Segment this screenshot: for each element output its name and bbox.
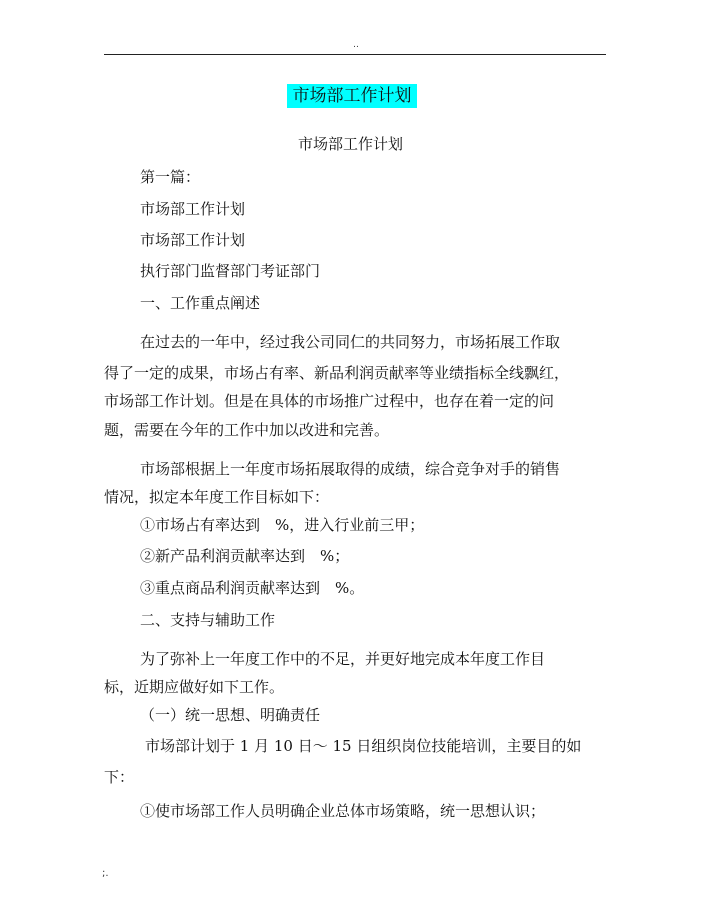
goal-item: ①市场占有率达到 %，进入行业前三甲； — [140, 516, 425, 534]
document-subtitle: 市场部工作计划 — [298, 135, 404, 153]
text-line: 市场部工作计划 — [140, 231, 246, 249]
paragraph-line: 为了弥补上一年度工作中的不足，并更好地完成本年度工作目 — [140, 650, 546, 668]
paragraph-line: ①使市场部工作人员明确企业总体市场策略，统一思想认识； — [140, 802, 546, 820]
subsection-heading: （一）统一思想、明确责任 — [140, 706, 321, 724]
paragraph-line: 市场部根据上一年度市场拓展取得的成绩，综合竞争对手的销售 — [140, 460, 561, 478]
paragraph-line: 市场部计划于 1 月 10 日～ 15 日组织岗位技能培训，主要目的如 — [145, 737, 582, 755]
document-title: 市场部工作计划 — [287, 84, 417, 108]
goal-item: ③重点商品利润贡献率达到 %。 — [140, 579, 365, 597]
text-line: 市场部工作计划 — [140, 200, 246, 218]
section-heading: 一、工作重点阐述 — [140, 294, 261, 312]
paragraph-line: 下： — [104, 768, 135, 786]
header-mark: .. — [353, 40, 359, 50]
paragraph-line: 在过去的一年中，经过我公司同仁的共同努力，市场拓展工作取 — [140, 333, 561, 351]
paragraph-line: 市场部工作计划。但是在具体的市场推广过程中，也存在着一定的问 — [104, 392, 555, 410]
footer-mark: ;. — [102, 868, 109, 879]
text-line: 执行部门监督部门考证部门 — [140, 262, 321, 280]
paragraph-line: 题，需要在今年的工作中加以改进和完善。 — [104, 421, 390, 439]
section-heading: 二、支持与辅助工作 — [140, 611, 276, 629]
paragraph-line: 情况，拟定本年度工作目标如下： — [104, 488, 330, 506]
paragraph-line: 得了一定的成果，市场占有率、新品利润贡献率等业绩指标全线飘红， — [104, 364, 570, 382]
goal-item: ②新产品利润贡献率达到 %； — [140, 547, 350, 565]
paragraph-line: 标，近期应做好如下工作。 — [104, 678, 285, 696]
chapter-label: 第一篇： — [140, 168, 201, 186]
header-rule — [104, 54, 606, 55]
